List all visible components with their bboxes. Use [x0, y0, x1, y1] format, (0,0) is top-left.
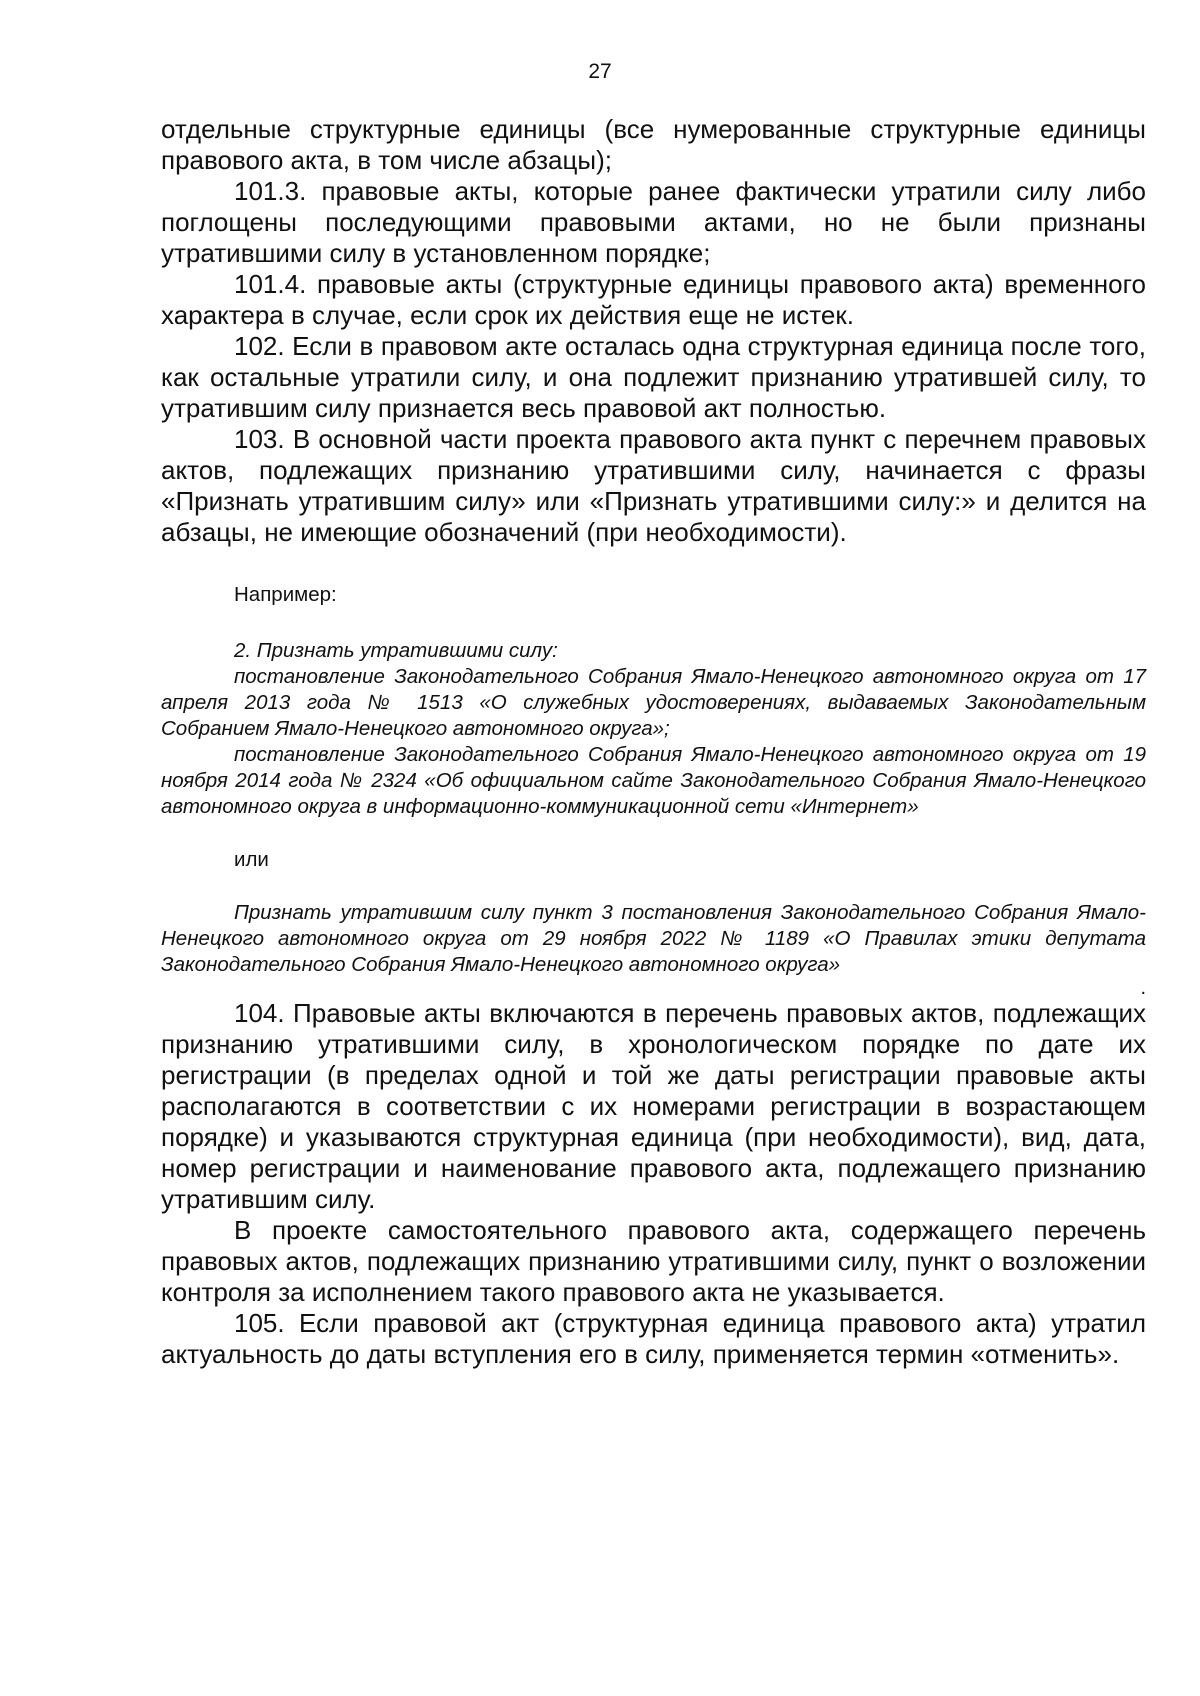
paragraph-103: 103. В основной части проекта правового акта пункт с перечнем правовых актов, подлежащих признанию утратившими силу, начинается с фразы «Признать утратившим силу» или «Признать утратившими силу:» и делится на абзацы, не имеющие обозначений (при необходимости).: [161, 424, 1146, 547]
paragraph-control-clause: В проекте самостоятельного правового акта, содержащего перечень правовых актов, подлежащих признанию утратившими силу, пункт о возложении контроля за исполнением такого правового акта не указывается.: [161, 1215, 1146, 1307]
example-item: постановление Законодательного Собрания Ямало-Ненецкого автономного округа от 17 апреля 2013 года № 1513 «О служебных удостоверениях, выдаваемых Законодательным Собранием Ямало-Ненецкого автономного округа»;: [161, 665, 1146, 740]
page-number: 27: [588, 60, 612, 83]
paragraph-101-3: 101.3. правовые акты, которые ранее фактически утратили силу либо поглощены последующими правовыми актами, но не были признаны утратившими силу в установленном порядке;: [161, 176, 1146, 268]
example-item: постановление Законодательного Собрания Ямало-Ненецкого автономного округа от 19 ноября 2014 года № 2324 «Об официальном сайте Законодательного Собрания Ямало-Ненецкого автономного округа в информационно-коммуникационной сети «Интернет»: [161, 743, 1146, 818]
example-block: [161, 638, 1146, 820]
or-label: или: [234, 848, 269, 871]
paragraph-104: 104. Правовые акты включаются в перечень правовых актов, подлежащих признанию утратившими силу, в хронологическом порядке по дате их регистрации (в пределах одной и той же даты регистрации правовые акты располагаются в соответствии с их номерами регистрации в возрастающем порядке) и указываются структурная единица (при необходимости), вид, дата, номер регистрации и наименование правового акта, подлежащего признанию утратившим силу.: [161, 998, 1146, 1214]
example-heading: 2. Признать утратившими силу:: [234, 639, 558, 662]
paragraph-101-4: 101.4. правовые акты (структурные единицы правового акта) временного характера в случае, если срок их действия еще не истек.: [161, 269, 1146, 330]
paragraph-105: 105. Если правовой акт (структурная единица правового акта) утратил актуальность до даты вступления его в силу, применяется термин «отменить».: [161, 1308, 1146, 1369]
example-alternative: Признать утратившим силу пункт 3 постановления Законодательного Собрания Ямало-Ненецкого автономного округа от 29 ноября 2022 № 1189 «О Правилах этики депутата Законодательного Собрания Ямало-Ненецкого автономного округа»: [161, 901, 1146, 976]
document-body: [161, 114, 1146, 1370]
example-label: Например:: [234, 583, 337, 606]
trailing-dot: .: [1140, 977, 1146, 999]
paragraph-102: 102. Если в правовом акте осталась одна структурная единица после того, как остальные утратили силу, и она подлежит признанию утратившей силу, то утратившим силу признается весь правовой акт полностью.: [161, 331, 1146, 423]
paragraph-continuation: отдельные структурные единицы (все нумерованные структурные единицы правового акта, в том числе абзацы);: [161, 114, 1146, 175]
